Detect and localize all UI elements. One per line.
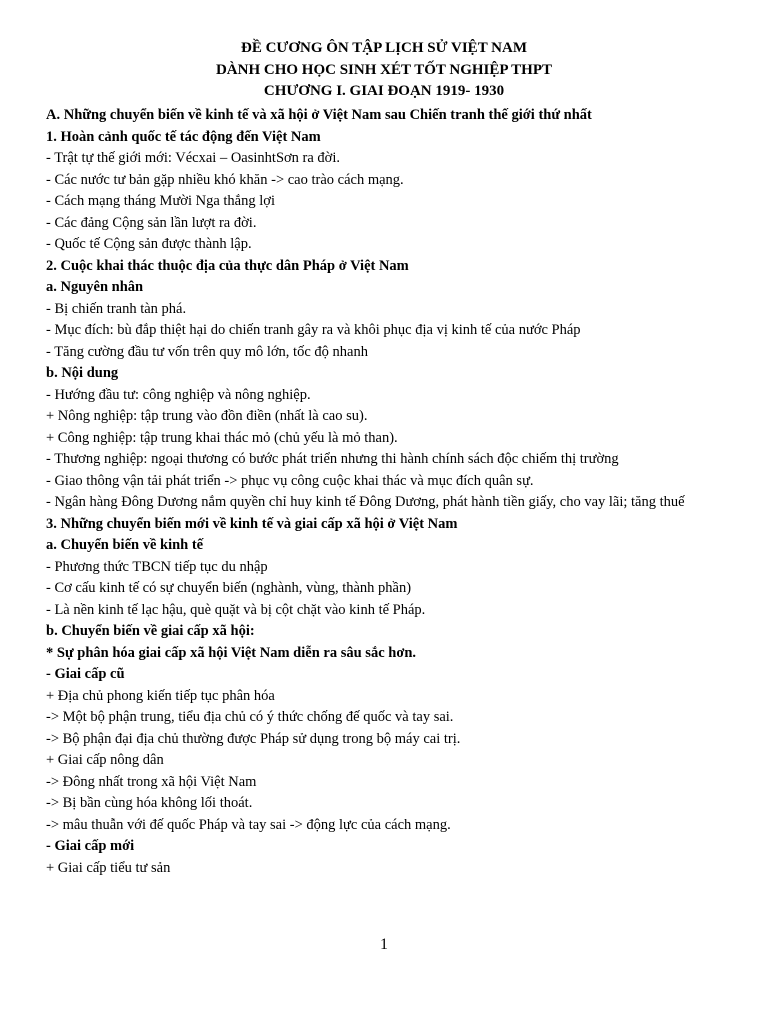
text-line: - Cách mạng tháng Mười Nga thắng lợi — [46, 193, 275, 209]
text-line: -> mâu thuẫn với đế quốc Pháp và tay sai -> động lực của cách mạng. — [46, 816, 451, 833]
text-line: - Là nền kinh tế lạc hậu, què quặt và bị cột chặt vào kinh tế Pháp. — [46, 601, 426, 618]
text-line: + Giai cấp nông dân — [46, 752, 164, 768]
text-line: -> Một bộ phận trung, tiểu địa chủ có ý thức chống đế quốc và tay sai. — [46, 709, 454, 725]
text-line: + Địa chủ phong kiến tiếp tục phân hóa — [46, 687, 275, 704]
text-line: -> Đông nhất trong xã hội Việt Nam — [46, 773, 257, 790]
section-heading: A. Những chuyển biến về kinh tế và xã hội ở Việt Nam sau Chiến tranh thế giới thứ nhất — [46, 107, 592, 123]
section-heading: b. Nội dung — [46, 365, 119, 381]
section-heading: 2. Cuộc khai thác thuộc địa của thực dân Pháp ở Việt Nam — [46, 257, 409, 274]
text-line: - Phương thức TBCN tiếp tục du nhập — [46, 558, 268, 575]
text-line: - Các nước tư bản gặp nhiều khó khăn -> cao trào cách mạng. — [46, 171, 404, 188]
document-header — [0, 38, 768, 103]
document-title: ĐỀ CƯƠNG ÔN TẬP LỊCH SỬ VIỆT NAM — [240, 40, 527, 56]
text-line: - Giao thông vận tải phát triển -> phục vụ công cuộc khai thác và mục đích quân sự. — [46, 472, 534, 489]
text-line: - Các đảng Cộng sản lần lượt ra đời. — [46, 214, 257, 231]
text-line: - Quốc tế Cộng sản được thành lập. — [46, 236, 252, 252]
chapter-title: CHƯƠNG I. GIAI ĐOẠN 1919- 1930 — [263, 83, 505, 99]
text-line: -> Bộ phận đại địa chủ thường được Pháp sử dụng trong bộ máy cai trị. — [46, 730, 461, 747]
text-line: - Ngân hàng Đông Dương nắm quyền chỉ huy kinh tế Đông Dương, phát hành tiền giấy, cho vay lãi; tăng thuế — [46, 494, 685, 510]
section-heading: b. Chuyển biến về giai cấp xã hội: — [46, 623, 255, 639]
text-line: - Trật tự thế giới mới: Vécxai – OasinhtSơn ra đời. — [46, 150, 341, 166]
document-subtitle: DÀNH CHO HỌC SINH XÉT TỐT NGHIỆP THPT — [215, 61, 553, 78]
section-heading: a. Chuyển biến về kinh tế — [46, 537, 204, 553]
section-heading: 3. Những chuyển biến mới về kinh tế và giai cấp xã hội ở Việt Nam — [46, 515, 458, 532]
text-line: - Tăng cường đầu tư vốn trên quy mô lớn, tốc độ nhanh — [46, 343, 368, 360]
section-heading: - Giai cấp mới — [46, 838, 135, 854]
document-body — [46, 105, 736, 879]
text-line: - Hướng đầu tư: công nghiệp và nông nghiệp. — [46, 386, 311, 403]
text-line: - Bị chiến tranh tàn phá. — [46, 300, 187, 317]
text-line: + Nông nghiệp: tập trung vào đồn điền (nhất là cao su). — [46, 408, 368, 424]
text-line: - Cơ cấu kinh tế có sự chuyển biến (nghành, vùng, thành phần) — [46, 580, 412, 596]
page-number: 1 — [380, 936, 388, 953]
text-line: + Công nghiệp: tập trung khai thác mỏ (chủ yếu là mỏ than). — [46, 429, 398, 446]
section-heading: a. Nguyên nhân — [46, 279, 144, 295]
text-line: + Giai cấp tiểu tư sản — [46, 859, 171, 876]
section-heading: 1. Hoàn cảnh quốc tế tác động đến Việt Nam — [46, 128, 321, 145]
section-heading: * Sự phân hóa giai cấp xã hội Việt Nam diễn ra sâu sắc hơn. — [46, 644, 417, 661]
section-heading: - Giai cấp cũ — [46, 666, 125, 682]
text-line: - Mục đích: bù đắp thiệt hại do chiến tranh gây ra và khôi phục địa vị kinh tế của nước Pháp — [46, 322, 581, 338]
text-line: -> Bị bần cùng hóa không lối thoát. — [46, 795, 253, 811]
text-line: - Thương nghiệp: ngoại thương có bước phát triển nhưng thi hành chính sách độc chiếm thị trường — [46, 451, 619, 467]
